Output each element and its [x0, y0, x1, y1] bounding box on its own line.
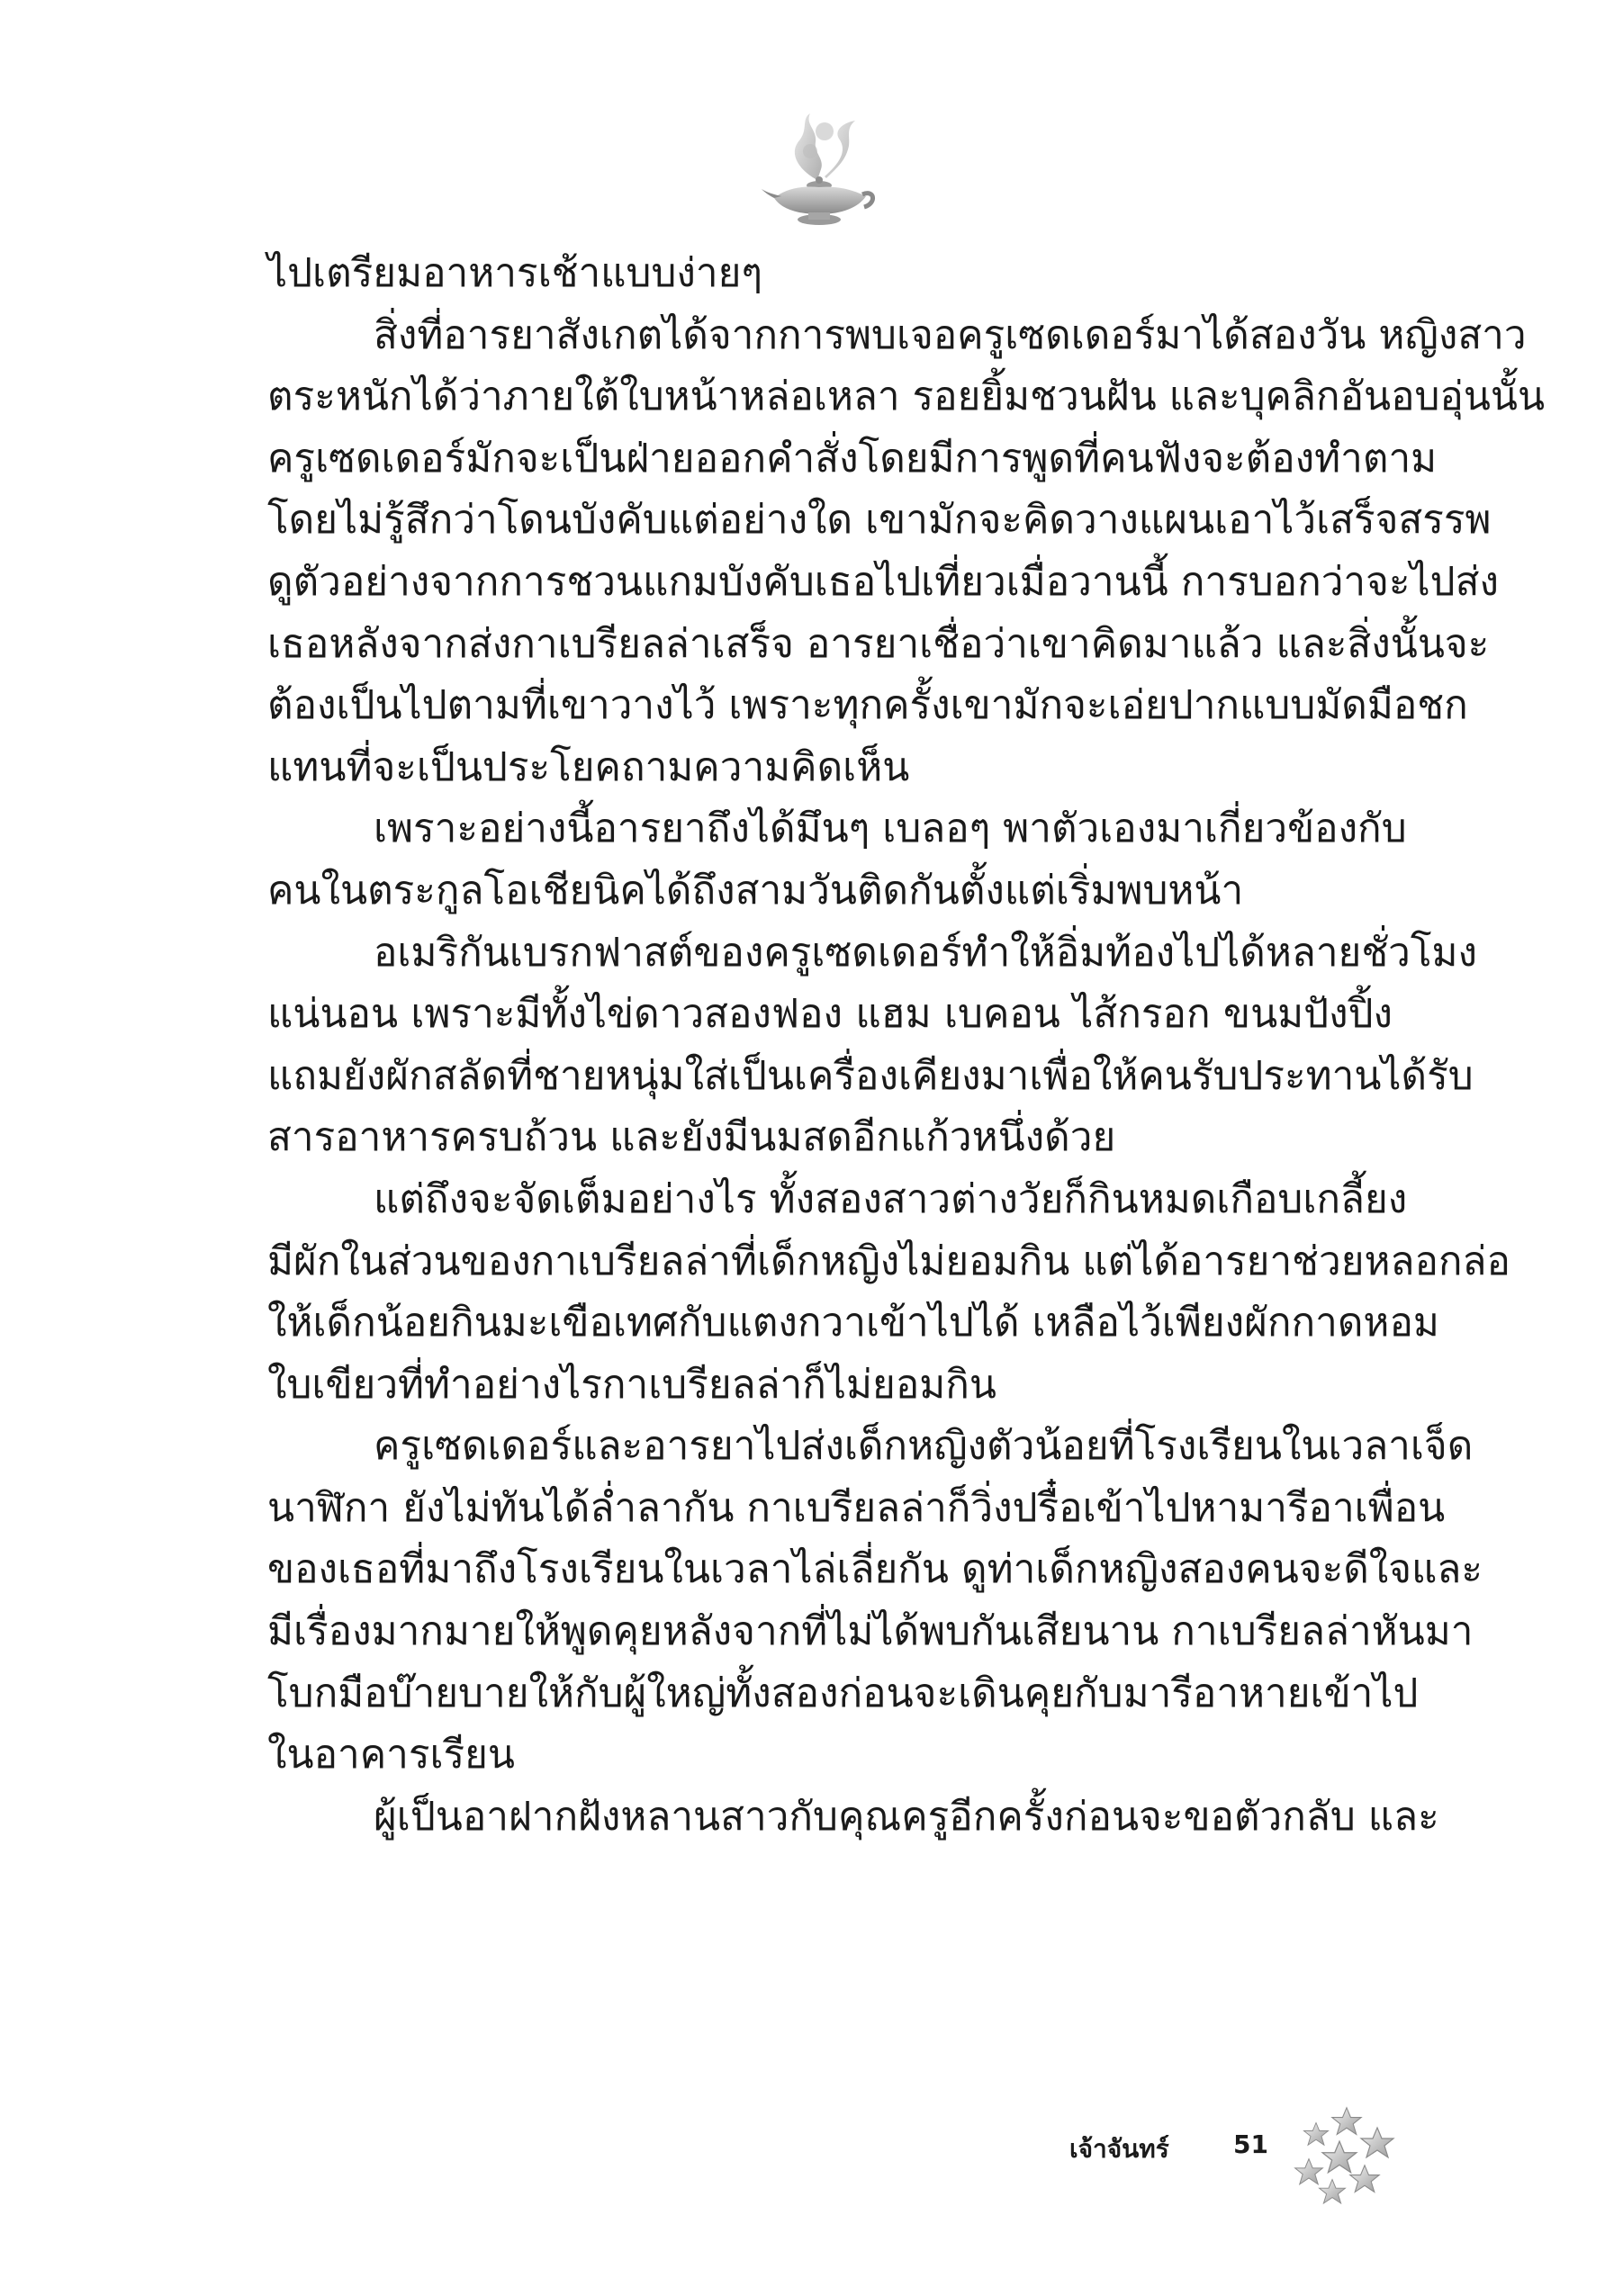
page-footer	[1053, 2102, 1413, 2210]
text-line: ใบเขียวที่ทำอย่างไรกาเบรียลล่าก็ไม่ยอมกิน	[267, 1361, 996, 1408]
text-line: ให้เด็กน้อยกินมะเขือเทศกับแตงกวาเข้าไปได้ เหลือไว้เพียงผักกาดหอม	[267, 1300, 1439, 1346]
text-line: ไปเตรียมอาหารเช้าแบบง่ายๆ	[267, 250, 762, 296]
text-line: แต่ถึงจะจัดเต็มอย่างไร ทั้งสองสาวต่างวัยก็กินหมดเกือบเกลี้ยง	[374, 1175, 1408, 1222]
text-line: มีเรื่องมากมายให้พูดคุยหลังจากที่ไม่ได้พบกันเสียนาน กาเบรียลล่าหันมา	[267, 1608, 1474, 1655]
page-number: 51	[1233, 2129, 1268, 2159]
text-line: ครูเซดเดอร์และอารยาไปส่งเด็กหญิงตัวน้อยที่โรงเรียนในเวลาเจ็ด	[374, 1423, 1474, 1470]
text-line: แน่นอน เพราะมีทั้งไข่ดาวสองฟอง แฮม เบคอน ไส้กรอก ขนมปังปิ้ง	[267, 991, 1393, 1038]
text-line: ผู้เป็นอาฝากฝังหลานสาวกับคุณครูอีกครั้งก่อนจะขอตัวกลับ และ	[374, 1793, 1439, 1840]
text-line: ของเธอที่มาถึงโรงเรียนในเวลาไล่เลี่ยกัน ดูท่าเด็กหญิงสองคนจะดีใจและ	[267, 1546, 1483, 1593]
magic-lamp-icon	[762, 106, 879, 232]
text-line: ตระหนักได้ว่าภายใต้ใบหน้าหล่อเหลา รอยยิ้มชวนฝัน และบุคลิกอันอบอุ่นนั้น	[267, 374, 1546, 420]
text-line: เพราะอย่างนี้อารยาถึงได้มึนๆ เบลอๆ พาตัวเองมาเกี่ยวข้องกับ	[374, 806, 1407, 852]
text-line: อเมริกันเบรกฟาสต์ของครูเซดเดอร์ทำให้อิ่มท้องไปได้หลายชั่วโมง	[374, 929, 1478, 976]
text-line: นาฬิกา ยังไม่ทันได้ล่ำลากัน กาเบรียลล่าก็วิ่งปรื๋อเข้าไปหามารีอาเพื่อน	[267, 1484, 1446, 1531]
text-line: มีผักในส่วนของกาเบรียลล่าที่เด็กหญิงไม่ยอมกิน แต่ได้อารยาช่วยหลอกล่อ	[267, 1238, 1510, 1284]
text-line: โดยไม่รู้สึกว่าโดนบังคับแต่อย่างใด เขามักจะคิดวางแผนเอาไว้เสร็จสรรพ	[267, 497, 1492, 544]
text-line: ในอาคารเรียน	[267, 1732, 515, 1778]
body-text	[267, 243, 1546, 1848]
text-line: คนในตระกูลโอเชียนิคได้ถึงสามวันติดกันตั้งแต่เริ่มพบหน้า	[267, 867, 1244, 914]
book-title: เจ้าจันทร์	[1069, 2134, 1169, 2164]
text-line: ต้องเป็นไปตามที่เขาวางไว้ เพราะทุกครั้งเขามักจะเอ่ยปากแบบมัดมือชก	[267, 682, 1468, 729]
stars-icon	[1289, 2102, 1406, 2210]
text-line: แทนที่จะเป็นประโยคถามความคิดเห็น	[267, 743, 910, 790]
text-line: แถมยังผักสลัดที่ชายหนุ่มใส่เป็นเครื่องเคียงมาเพื่อให้คนรับประทานได้รับ	[267, 1052, 1474, 1099]
text-line: สิ่งที่อารยาสังเกตได้จากการพบเจอครูเซดเดอร์มาได้สองวัน หญิงสาว	[374, 311, 1527, 358]
text-line: โบกมือบ๊ายบายให้กับผู้ใหญ่ทั้งสองก่อนจะเดินคุยกับมารีอาหายเข้าไป	[267, 1670, 1419, 1716]
text-line: เธอหลังจากส่งกาเบรียลล่าเสร็จ อารยาเชื่อว่าเขาคิดมาแล้ว และสิ่งนั้นจะ	[267, 620, 1490, 667]
text-line: ครูเซดเดอร์มักจะเป็นฝ่ายออกคำสั่งโดยมีการพูดที่คนฟังจะต้องทำตาม	[267, 435, 1438, 482]
text-line: สารอาหารครบถ้วน และยังมีนมสดอีกแก้วหนึ่งด้วย	[267, 1114, 1116, 1161]
text-line: ดูตัวอย่างจากการชวนแกมบังคับเธอไปเที่ยวเมื่อวานนี้ การบอกว่าจะไปส่ง	[267, 558, 1499, 605]
